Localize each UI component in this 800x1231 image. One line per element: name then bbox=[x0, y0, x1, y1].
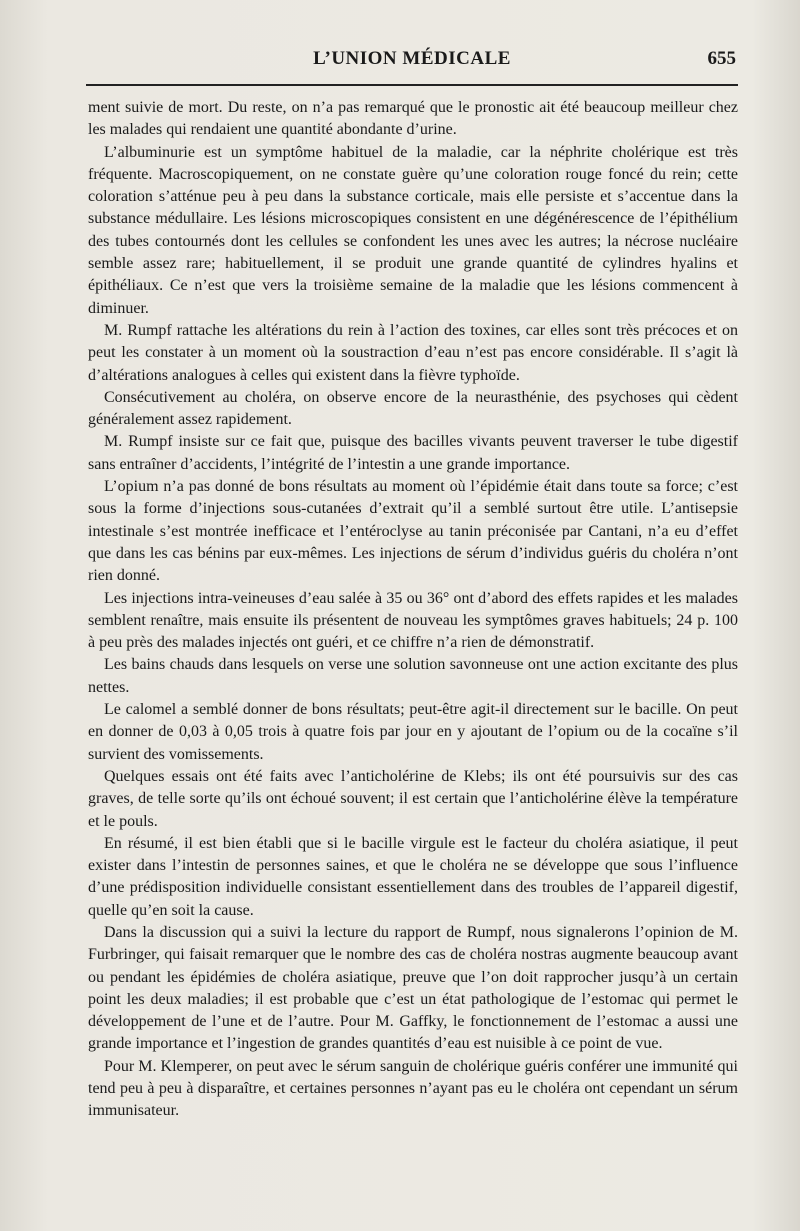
paragraph-6: L’opium n’a pas donné de bons résultats au moment où l’épidémie était dans toute sa force; c’est sous la forme d’injections sous-cutanées d’extrait qu’il a semblé surtout être utile. L’antisepsie intestinale s’est montrée inefficace et l’entéroclyse au tanin préconisée par Cantani, n’a eu d’effet que dans les cas bénins par eux-mêmes. Les injections de sérum d’individus guéris du choléra n’ont rien donné. bbox=[88, 478, 738, 585]
paragraph-1: ment suivie de mort. Du reste, on n’a pas remarqué que le pronostic ait été beaucoup meilleur chez les malades qui rendaient une quantité abondante d’urine. bbox=[88, 99, 738, 139]
paragraph-11: En résumé, il est bien établi que si le bacille virgule est le facteur du choléra asiatique, il peut exister dans l’intestin de personnes saines, et que le choléra ne se développe que sous l’influence d’une prédisposition individuelle consistant essentiellement dans des troubles de l’appareil digestif, quelle qu’en soit la cause. bbox=[88, 834, 738, 919]
running-title: L’UNION MÉDICALE bbox=[313, 48, 511, 69]
paragraph-3: M. Rumpf rattache les altérations du rein à l’action des toxines, car elles sont très précoces et on peut les constater à un moment où la soustraction d’eau n’est pas encore considérable. Il s’agit là d’altérations analogues à celles qui existent dans la fièvre typhoïde. bbox=[88, 321, 738, 384]
paragraph-5: M. Rumpf insiste sur ce fait que, puisque des bacilles vivants peuvent traverser le tube digestif sans entraîner d’accidents, l’intégrité de l’intestin a une grande importance. bbox=[88, 433, 738, 473]
paragraph-12: Dans la discussion qui a suivi la lecture du rapport de Rumpf, nous signalerons l’opinion de M. Furbringer, qui faisait remarquer que le nombre des cas de choléra nostras augmente beaucoup avant ou pendant les épidémies de choléra asiatique, preuve que l’on doit rapprocher jusqu’à un certain point les deux maladies; il est probable que c’est un état pathologique de l’estomac qui permet le développement de l’une et de l’autre. Pour M. Gaffky, le fonctionnement de l’estomac a aussi une grande importance et l’ingestion de grandes quantités d’eau est nuisible à ce point de vue. bbox=[88, 923, 738, 1053]
paragraph-10: Quelques essais ont été faits avec l’anticholérine de Klebs; ils ont été poursuivis sur des cas graves, de telle sorte qu’ils ont échoué souvent; il est certain que l’anticholérine élève la température et le pouls. bbox=[88, 767, 738, 830]
paragraph-7: Les injections intra-veineuses d’eau salée à 35 ou 36° ont d’abord des effets rapides et les malades semblent renaître, mais ensuite ils présentent de nouveau les symptômes graves habituels; 24 p. 100 à peu près des malades injectés ont guéri, et ce chiffre n’a rien de démonstratif. bbox=[88, 589, 738, 652]
header-rule bbox=[86, 84, 738, 86]
page-number: 655 bbox=[707, 48, 736, 69]
running-header bbox=[88, 48, 736, 78]
article-body bbox=[88, 97, 738, 1123]
paragraph-13: Pour M. Klemperer, on peut avec le sérum sanguin de cholérique guéris conférer une immunité qui tend peu à peu à disparaître, et certaines personnes n’ayant pas eu le choléra ont cependant un sérum immunisateur. bbox=[88, 1057, 738, 1120]
paragraph-9: Le calomel a semblé donner de bons résultats; peut-être agit-il directement sur le bacille. On peut en donner de 0,03 à 0,05 trois à quatre fois par jour en y ajoutant de l’opium ou de la cocaïne s’il survient des vomissements. bbox=[88, 701, 738, 763]
paragraph-2: L’albuminurie est un symptôme habituel de la maladie, car la néphrite cholérique est très fréquente. Macroscopiquement, on ne constate guère qu’une coloration rouge foncé du rein; cette coloration s’atténue peu à peu dans la substance corticale, mais elle persiste et s’accentue dans la substance médullaire. Les lésions microscopiques consistent en une dégénérescence de l’épithélium des tubes contournés dont les cellules se confondent les unes avec les autres; la nécrose nucléaire semble assez rare; habituellement, il se produit une grande quantité de cylindres hyalins et épithéliaux. Ce n’est que vers la troisième semaine de la maladie que les lésions commencent à diminuer. bbox=[88, 143, 738, 317]
paragraph-8: Les bains chauds dans lesquels on verse une solution savonneuse ont une action excitante des plus nettes. bbox=[88, 656, 738, 696]
paragraph-4: Consécutivement au choléra, on observe encore de la neurasthénie, des psychoses qui cèdent généralement assez rapidement. bbox=[88, 388, 738, 429]
